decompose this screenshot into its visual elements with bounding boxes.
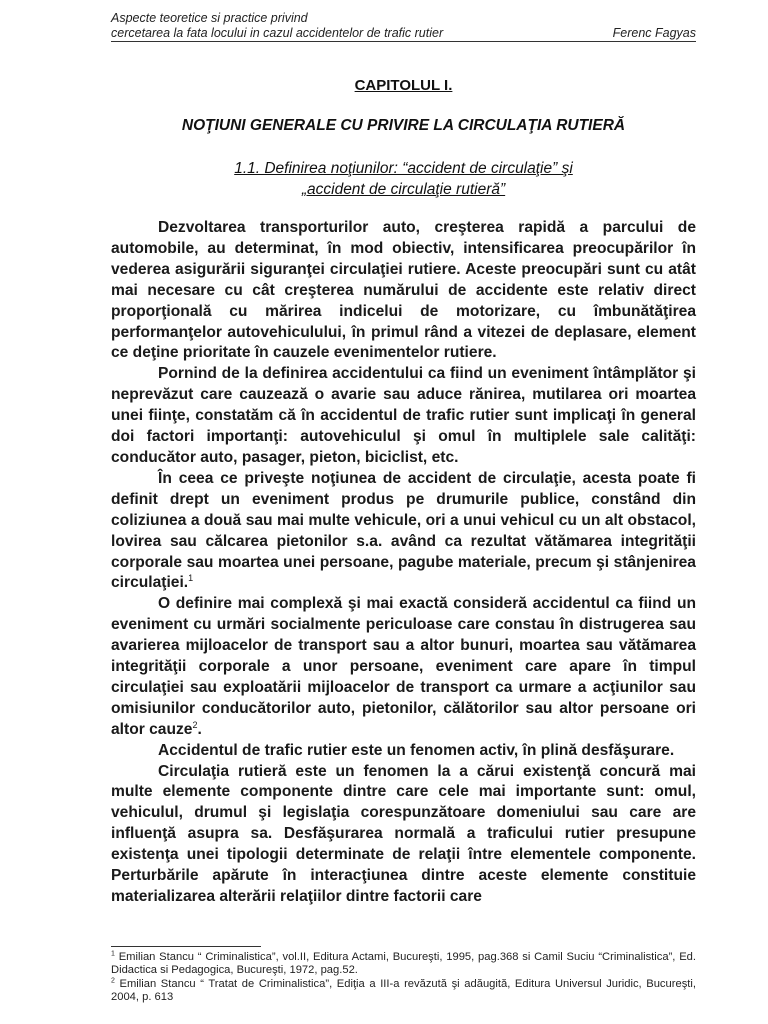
running-head-subtitle: cercetarea la fata locului in cazul accidentelor de trafic rutier (111, 26, 444, 40)
running-head-author: Ferenc Fagyas (612, 26, 696, 40)
paragraph-text: Pornind de la definirea accidentului ca fiind un eveniment întâmplător şi neprevăzut care cauzează o avarie sau aduce rănirea, mutilarea ori moartea unei fiinţe, constatăm că în accidentul de trafic rutier sunt implicaţi în general doi factori importanţi: autovehiculul şi omul în multiplele sale calităţi: conducător auto, pasager, pieton, biciclist, etc. (111, 365, 696, 466)
section-title-line1: 1.1. Definirea noţiunilor: “accident de circulaţie” şi (234, 160, 573, 177)
footnotes (111, 951, 696, 1004)
paragraph (111, 741, 696, 762)
footnote-mark: 2 (111, 976, 115, 984)
paragraph-end-punct: . (197, 720, 202, 738)
paragraph (111, 218, 696, 364)
section-title-line2: „accident de circulaţie rutieră” (301, 181, 506, 198)
footnote-ref[interactable]: 2 (192, 719, 198, 730)
footnote-ref[interactable]: 1 (188, 573, 194, 584)
footnote (111, 951, 696, 978)
chapter-title: NOŢIUNI GENERALE CU PRIVIRE LA CIRCULAŢIA RUTIERĂ (181, 117, 626, 134)
paragraph-text: Circulaţia rutieră este un fenomen la a cărui existenţă concură mai multe elemente componente dintre care cele mai importante sunt: omul, vehiculul, drumul şi legislaţia corespunzătoare domeniului sau care are influenţă asupra sa. Desfăşurarea normală a traficului rutier presupune existenţa unei tipologii determinate de relaţii între elementele componente. Perturbările apărute în interacţiunea dintre aceste elemente constituie materializarea alterării relaţiilor dintre factorii care (111, 762, 696, 905)
footnote (111, 978, 696, 1005)
paragraph (111, 364, 696, 469)
footnote-mark: 1 (111, 950, 115, 958)
running-head (111, 11, 696, 42)
paragraph-text: În ceea ce priveşte noţiunea de accident de circulaţie, acesta poate fi definit drept un eveniment produs pe drumurile publice, constând din coliziunea a două sau mai multe vehicule, ori a unui vehicul cu un alt obstacol, lovirea sau călcarea pietonilor s.a. având ca rezultat vătămarea integrităţii corporale sau moartea unei persoane, pagube materiale, precum şi stânjenirea circulaţiei. (111, 469, 696, 592)
paragraph (111, 594, 696, 740)
paragraph-text: O definire mai complexă şi mai exactă consideră accidentul ca fiind un eveniment cu urmări socialmente periculoase care constau în distrugerea sau avarierea mijloacelor de transport sau a altor bunuri, moartea sau vătămarea integrităţii corporale a unor persoane, eveniment care apare în timpul circulaţiei sau exploatării mijloacelor de transport ca urmare a acţiunilor sau omisiunilor conducătorilor auto, pietonilor, călătorilor sau altor persoane ori altor cauze (111, 595, 696, 738)
chapter-heading: CAPITOLUL I. (354, 77, 453, 94)
running-head-line1: Aspecte teoretice si practice privind (111, 11, 308, 25)
paragraph (111, 469, 696, 594)
running-head-line2 (111, 26, 696, 42)
footnote-separator (111, 946, 261, 947)
section-title (111, 158, 696, 200)
paragraph-text: Accidentul de trafic rutier este un fenomen activ, în plină desfăşurare. (158, 741, 675, 759)
paragraph (111, 762, 696, 908)
paragraph-text: Dezvoltarea transporturilor auto, creşterea rapidă a parcului de automobile, au determinat, în mod obiectiv, intensificarea preocupărilor în vederea asigurării siguranţei circulaţiei rutiere. Aceste preocupări sunt cu atât mai necesare cu cât creşterea numărului de accidente este relativ direct proporţională cu mărirea indicelui de motorizare, cu îmbunătăţirea performanţelor autovehiculului, în primul rând a vitezei de deplasare, element ce deţine prioritate în cauzele evenimentelor rutiere. (111, 219, 696, 362)
body-text (111, 218, 696, 908)
footnote-text: Emilian Stancu “ Criminalistica”, vol.II, Editura Actami, Bucureşti, 1995, pag.368 si Camil Suciu “Criminalistica”, Ed. Didactica si Pedagogica, Bucureşti, 1972, pag.52. (111, 951, 696, 977)
footnote-text: Emilian Stancu “ Tratat de Criminalistica”, Ediţia a III-a revăzută şi adăugită, Editura Universul Juridic, Bucureşti, 2004, p. 613 (111, 977, 696, 1003)
